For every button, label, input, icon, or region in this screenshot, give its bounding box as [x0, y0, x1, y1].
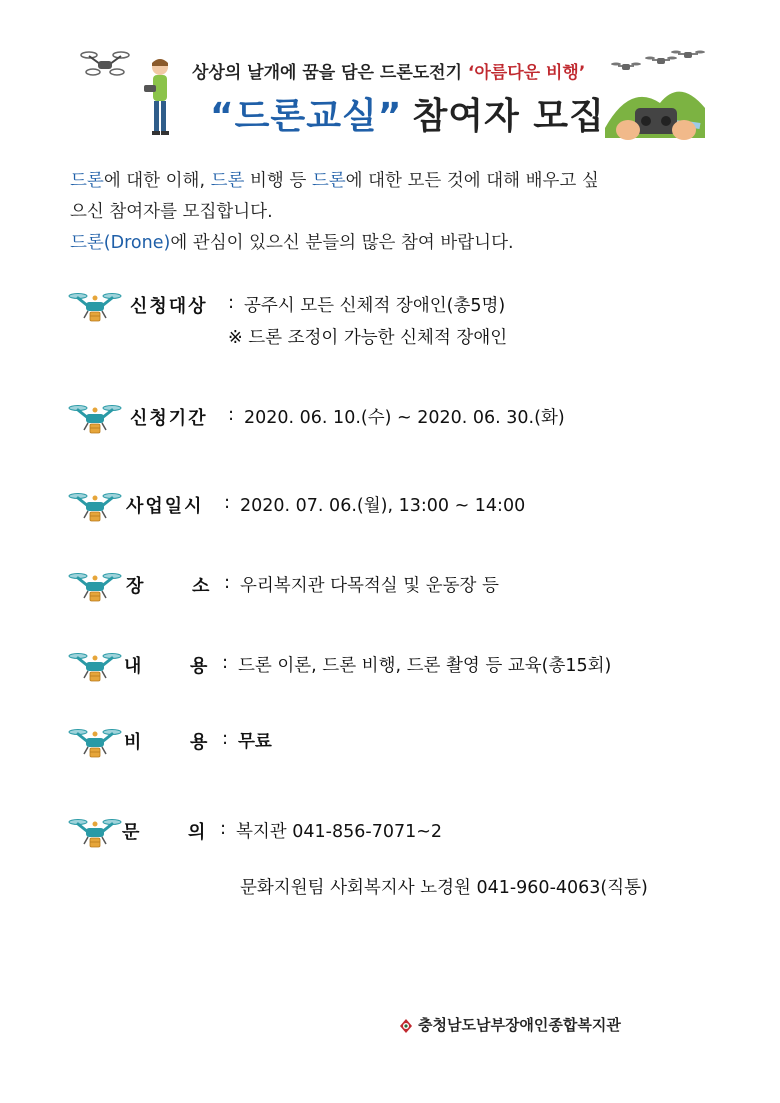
- subtitle: [192, 58, 585, 83]
- drone-icon: [80, 48, 130, 78]
- person-with-controller-illustration: [140, 55, 180, 140]
- row-label-b: 용: [190, 656, 210, 677]
- intro-text-segment: 에 대한 모든 것에 대해 배우고 싶: [345, 171, 599, 191]
- footer-org-name: 충청남도남부장애인종합복지관: [418, 1016, 621, 1034]
- subtitle-accent: ‘아름다운 비행’: [467, 63, 586, 83]
- row-colon: :: [224, 492, 231, 513]
- intro-line-2: 으신 참여자를 모집합니다.: [70, 202, 273, 222]
- organization-logo-icon: [398, 1018, 414, 1034]
- row-value: 우리복지관 다목적실 및 운동장 등: [240, 576, 499, 596]
- intro-text-segment: 비행 등: [244, 171, 312, 191]
- row-label-b: 소: [192, 576, 212, 597]
- drone-icon: [68, 286, 122, 326]
- row-colon: :: [220, 818, 227, 839]
- row-colon: :: [224, 572, 231, 593]
- row-colon: :: [222, 652, 229, 673]
- header: [0, 0, 780, 150]
- row-label: 신청기간: [130, 408, 208, 429]
- drone-icon: [645, 57, 677, 65]
- row-content: [68, 646, 748, 686]
- intro-line-3-highlight: 드론(Drone): [70, 233, 171, 253]
- row-colon: :: [228, 292, 235, 313]
- row-label-a: 내: [124, 656, 144, 677]
- row-value: 복지관 041-856-7071~2: [236, 822, 443, 842]
- row-label-a: 문: [122, 822, 142, 843]
- row-schedule: [68, 486, 748, 526]
- drone-icon: [68, 398, 122, 438]
- row-label-b: 용: [190, 732, 210, 753]
- intro-line-3: [70, 228, 720, 259]
- drone-icon: [68, 646, 122, 686]
- intro-text: [70, 166, 720, 259]
- row-label-a: 비: [124, 732, 144, 753]
- row-value: 2020. 06. 10.(수) ~ 2020. 06. 30.(화): [244, 408, 565, 428]
- subtitle-main: 상상의 날개에 꿈을 담은 드론도전기: [192, 63, 468, 83]
- row-place: [68, 566, 748, 606]
- footer-organization: [398, 1014, 621, 1035]
- title-quoted: “드론교실”: [210, 96, 403, 137]
- intro-line-1: [70, 166, 720, 197]
- drone-icon: [68, 722, 122, 762]
- row-period: [68, 398, 748, 438]
- intro-line-3-rest: 에 관심이 있으신 분들의 많은 참여 바랍니다.: [170, 233, 514, 253]
- intro-text-segment: 에 대한 이해,: [103, 171, 211, 191]
- row-label: 신청대상: [130, 296, 208, 317]
- row-value: 2020. 07. 06.(월), 13:00 ~ 14:00: [240, 496, 526, 516]
- row-value: 공주시 모든 신체적 장애인(총5명): [244, 296, 506, 316]
- intro-highlight: 드론: [210, 171, 245, 191]
- row-inquiry: [68, 812, 748, 898]
- row-cost: [68, 722, 748, 762]
- row-label-b: 의: [188, 822, 208, 843]
- page-title: [210, 88, 605, 139]
- row-label: 사업일시: [126, 496, 204, 517]
- row-note: ※ 드론 조정이 가능한 신체적 장애인: [228, 328, 508, 348]
- drone-icon: [611, 63, 641, 71]
- row-value-2: 문화지원팀 사회복지사 노경원 041-960-4063(직통): [240, 878, 648, 898]
- row-label-a: 장: [126, 576, 146, 597]
- drone-icon: [68, 486, 122, 526]
- row-colon: :: [222, 728, 229, 749]
- intro-highlight: 드론: [70, 171, 104, 191]
- drone-icon: [671, 51, 705, 59]
- title-rest: 참여자 모집: [412, 96, 605, 137]
- intro-highlight: 드론: [311, 171, 346, 191]
- drone-icon: [68, 812, 122, 852]
- row-colon: :: [228, 404, 235, 425]
- remote-control-landscape-illustration: [600, 48, 710, 148]
- row-target: [68, 286, 748, 348]
- row-value: 드론 이론, 드론 비행, 드론 촬영 등 교육(총15회): [238, 656, 612, 676]
- row-value: 무료: [238, 732, 272, 752]
- drone-icon: [68, 566, 122, 606]
